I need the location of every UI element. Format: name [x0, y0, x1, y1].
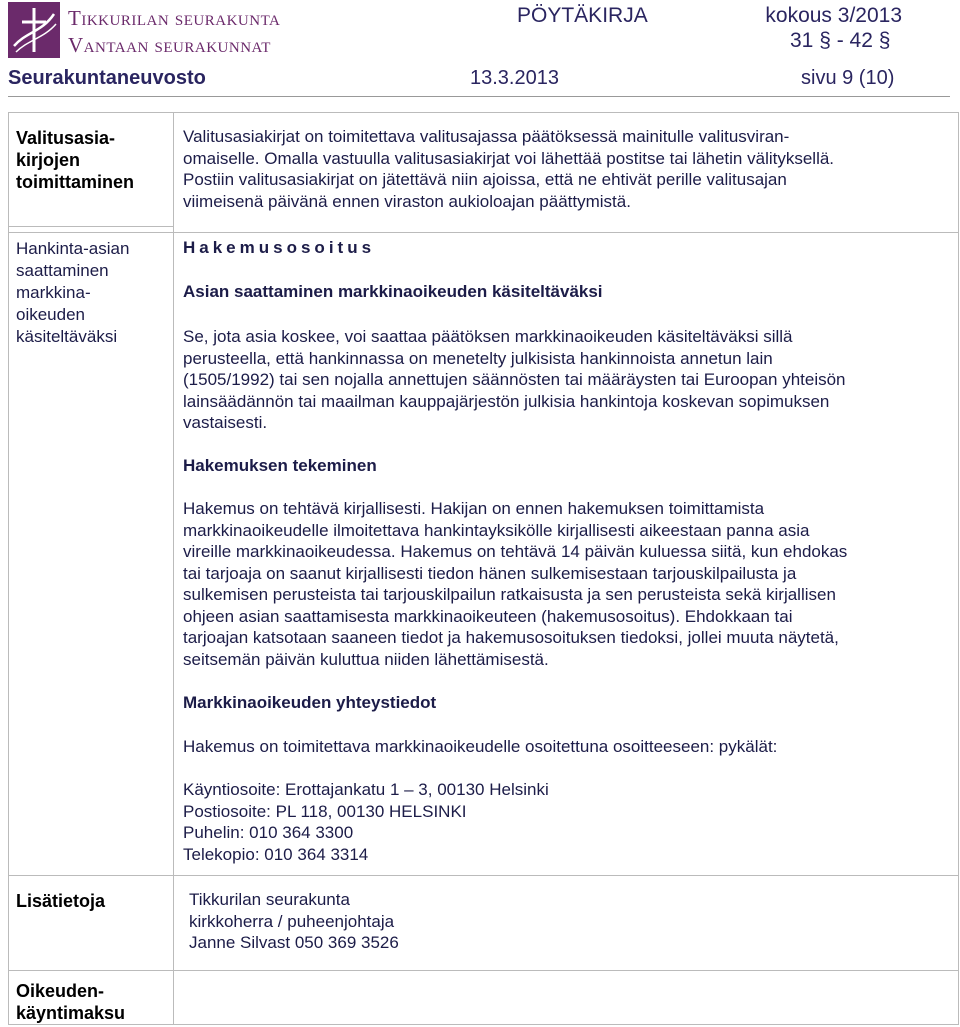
text-line: tarjoajan katsotaan saaneen tiedot ja hakemusosoituksen tiedoksi, jollei muuta näytetä,: [183, 628, 839, 647]
table-border: [8, 875, 959, 876]
table-border: [8, 970, 959, 971]
text-line: vastaisesti.: [183, 413, 268, 432]
heading-contact: Markkinaoikeuden yhteystiedot: [183, 693, 437, 712]
meeting-number: kokous 3/2013: [765, 4, 902, 27]
text-line: Se, jota asia koskee, voi saattaa päätöksen markkinaoikeuden käsiteltäväksi sillä: [183, 327, 793, 346]
church-logo-icon: [8, 2, 60, 58]
text-line: sulkemisen perusteista tai tarjouskilpailun ratkaisusta ja sen perusteista sekä kirjallisen: [183, 585, 836, 604]
text-line: (1505/1992) tai sen nojalla annettujen säännösten tai määräysten tai Euroopan yhteisön: [183, 370, 846, 389]
section-label-procurement: Hankinta-asian saattaminen markkina-oikeuden käsiteltäväksi: [16, 239, 130, 346]
org-subname: Vantaan seurakunnat: [68, 33, 271, 57]
contact-line: Postiosoite: PL 118, 00130 HELSINKI: [183, 801, 467, 821]
paragraph-application: [183, 498, 847, 670]
info-line: Janne Silvast 050 369 3526: [189, 933, 399, 952]
paragraph-address: Hakemus on toimitettava markkinaoikeudelle osoitettuna osoitteeseen: pykälät:: [183, 737, 778, 756]
section-label-fee: Oikeuden-käyntimaksu: [16, 981, 126, 1023]
contact-line: Telekopio: 010 364 3314: [183, 844, 369, 864]
contact-line: Puhelin: 010 364 3300: [183, 823, 354, 842]
text-line: Postiin valitusasiakirjat on jätettävä niin ajoissa, että ne ehtivät perille valitusajan: [183, 170, 787, 189]
text-line: perusteella, että hankinnassa on menetelty julkisista hankinnoista annetun lain: [183, 348, 773, 368]
header-divider: [8, 96, 950, 97]
document-type: PÖYTÄKIRJA: [517, 4, 648, 27]
info-line: Tikkurilan seurakunta: [189, 890, 350, 909]
heading-application: Hakemuksen tekeminen: [183, 456, 377, 475]
text-line: markkinaoikeudelle ilmoitettava hankintayksikölle kirjallisesti aikeestaan panna asia: [183, 520, 810, 540]
section-label-info: Lisätietoja: [16, 891, 106, 911]
appeal-instructions-title: Hakemusosoitus: [183, 238, 376, 257]
text-line: vireille markkinaoikeudessa. Hakemus on tehtävä 14 päivän kuluessa siitä, kun ehdokas: [183, 542, 848, 561]
info-contact: [189, 889, 399, 954]
text-line: Hakemus on tehtävä kirjallisesti. Hakijan on ennen hakemuksen toimittamista: [183, 499, 765, 518]
paragraph-grounds: [183, 326, 846, 434]
text-line: viimeisenä päivänä ennen viraston aukioloajan päättymistä.: [183, 191, 631, 211]
table-border: [8, 232, 959, 233]
section-range: 31 § - 42 §: [790, 29, 891, 52]
text-line: lainsäädännön tai maailman kauppajärjestön julkisia hankintoja koskevan sopimuksen: [183, 391, 830, 411]
text-line: ohjeen asian saattamisesta markkinaoikeuteen (hakemusosoitus). Ehdokkaan tai: [183, 606, 793, 626]
section-label-delivery: Valitusasia-kirjojen toimittaminen: [16, 128, 135, 192]
contact-details: [183, 779, 549, 865]
table-border: [173, 112, 174, 1025]
council-name: Seurakuntaneuvosto: [8, 67, 206, 89]
text-line: Valitusasiakirjat on toimitettava valitusajassa päätöksessä mainitulle valitusviran-: [183, 127, 790, 146]
text-line: seitsemän päivän kuluttua niiden lähettämisestä.: [183, 649, 549, 669]
table-border: [8, 1024, 959, 1025]
delivery-text: [183, 126, 834, 212]
table-border: [8, 112, 9, 1025]
org-name: Tikkurilan seurakunta: [68, 6, 281, 30]
table-border: [8, 226, 174, 227]
table-border: [8, 112, 959, 113]
meeting-date: 13.3.2013: [470, 67, 559, 89]
text-line: tai tarjoaja on saanut kirjallisesti tiedon hänen sulkemisestaan tarjouskilpailusta ja: [183, 563, 797, 583]
subtitle: Asian saattaminen markkinaoikeuden käsiteltäväksi: [183, 282, 603, 301]
table-border: [958, 112, 959, 1025]
contact-line: Käyntiosoite: Erottajankatu 1 – 3, 00130 Helsinki: [183, 780, 549, 799]
info-line: kirkkoherra / puheenjohtaja: [189, 911, 395, 931]
text-line: omaiselle. Omalla vastuulla valitusasiakirjat voi lähettää postitse tai lähetin välityksellä.: [183, 148, 835, 168]
page-number: sivu 9 (10): [801, 67, 895, 89]
